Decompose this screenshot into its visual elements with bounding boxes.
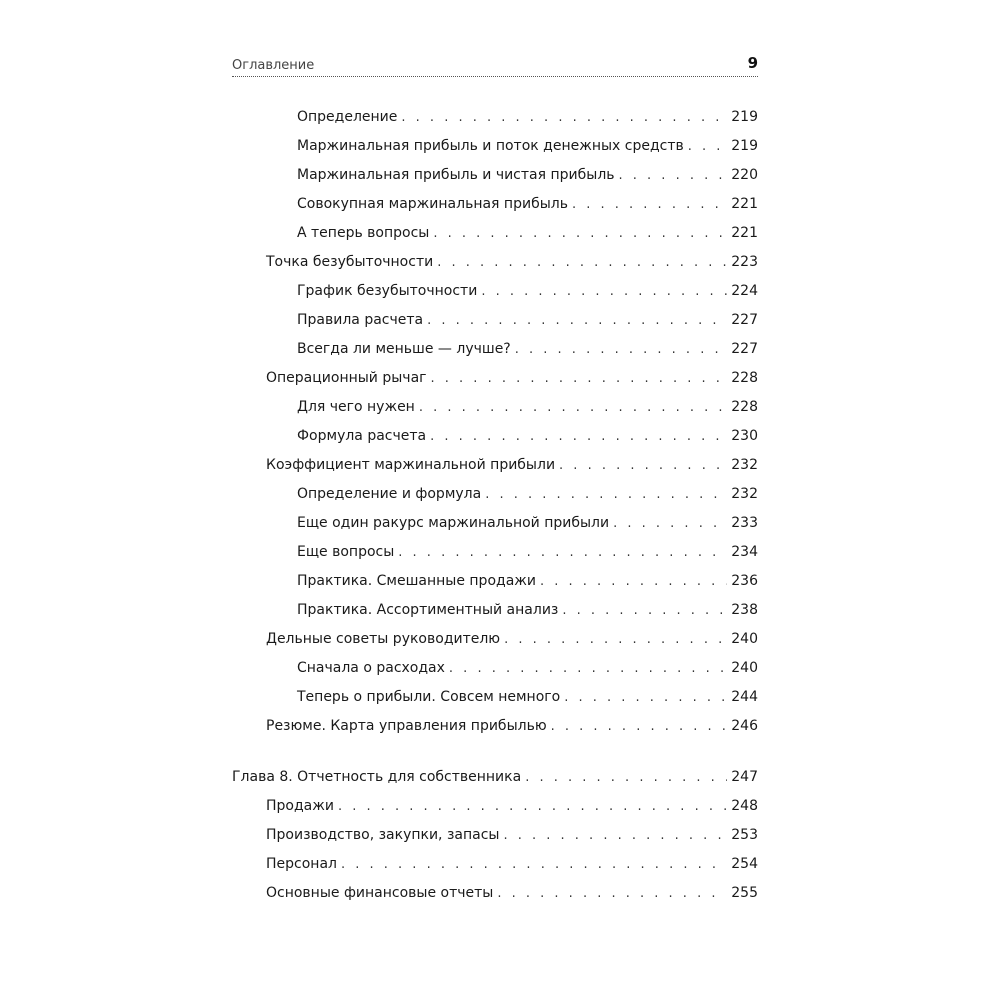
dot-leader: [688, 134, 728, 160]
toc-entry-page: 248: [731, 798, 758, 814]
toc-entry-title: Еще вопросы: [297, 544, 395, 560]
toc-entry-page: 221: [731, 196, 758, 212]
dot-leader: [427, 308, 727, 334]
toc-entry-page: 254: [731, 856, 758, 872]
toc-entry-chapter[interactable]: [232, 764, 758, 790]
toc-entry-page: 228: [731, 370, 758, 386]
toc-entry[interactable]: [232, 568, 758, 594]
toc-entry-title: Определение: [297, 109, 398, 125]
toc-entry-page: 227: [731, 341, 758, 357]
dot-leader: [562, 598, 727, 624]
toc-entry-page: 253: [731, 827, 758, 843]
dot-leader: [341, 852, 727, 878]
toc-entry-title: Маржинальная прибыль и чистая прибыль: [297, 167, 615, 183]
toc-entry-page: 234: [731, 544, 758, 560]
dot-leader: [559, 453, 727, 479]
dot-leader: [481, 279, 727, 305]
toc-entry-title: Продажи: [266, 798, 334, 814]
toc-entry-title: Маржинальная прибыль и поток денежных средств: [297, 138, 684, 154]
toc-entry-title: Практика. Ассортиментный анализ: [297, 602, 559, 618]
toc-entry-page: 219: [731, 138, 758, 154]
toc-entry-page: 244: [731, 689, 758, 705]
dot-leader: [619, 163, 728, 189]
dot-leader: [497, 881, 727, 907]
toc-entry-title: Сначала о расходах: [297, 660, 445, 676]
toc-entry-page: 219: [731, 109, 758, 125]
toc-entry[interactable]: [232, 191, 758, 217]
toc-entry-title: Коэффициент маржинальной прибыли: [266, 457, 556, 473]
toc-entry-title: Основные финансовые отчеты: [266, 885, 494, 901]
dot-leader: [437, 250, 727, 276]
toc-entry-page: 247: [731, 769, 758, 785]
dot-leader: [572, 192, 727, 218]
toc-entry[interactable]: [232, 249, 758, 275]
dot-leader: [551, 714, 728, 740]
toc-entry-page: 240: [731, 660, 758, 676]
toc-entry[interactable]: [232, 220, 758, 246]
page-number: 9: [747, 54, 758, 72]
toc-entry-page: 236: [731, 573, 758, 589]
toc-entry[interactable]: [232, 597, 758, 623]
toc-entry[interactable]: [232, 452, 758, 478]
toc-entry[interactable]: [232, 133, 758, 159]
toc-entry-page: 230: [731, 428, 758, 444]
toc-entry-page: 221: [731, 225, 758, 241]
dot-leader: [504, 627, 727, 653]
toc-entry-title: Правила расчета: [297, 312, 424, 328]
toc-entry[interactable]: [232, 684, 758, 710]
toc-entry-title: Всегда ли меньше — лучше?: [297, 341, 511, 357]
toc-entry-title: Совокупная маржинальная прибыль: [297, 196, 568, 212]
toc-entry[interactable]: [232, 336, 758, 362]
toc-entry-title: Производство, закупки, запасы: [266, 827, 500, 843]
dot-leader: [515, 337, 728, 363]
toc-entry[interactable]: [232, 539, 758, 565]
toc-entry-title: Определение и формула: [297, 486, 482, 502]
dot-leader: [485, 482, 727, 508]
dot-leader: [564, 685, 727, 711]
toc-entry-page: 224: [731, 283, 758, 299]
toc-entry[interactable]: [232, 278, 758, 304]
dot-leader: [503, 823, 727, 849]
toc-entry-title: Для чего нужен: [297, 399, 415, 415]
toc-entry[interactable]: [232, 626, 758, 652]
dot-leader: [431, 366, 728, 392]
toc-entry-page: 227: [731, 312, 758, 328]
toc-entry[interactable]: [232, 510, 758, 536]
toc-entry[interactable]: [232, 104, 758, 130]
toc-entry-page: 238: [731, 602, 758, 618]
toc-entry-title: Формула расчета: [297, 428, 427, 444]
toc-entry-page: 240: [731, 631, 758, 647]
toc-entry[interactable]: [232, 481, 758, 507]
toc-entry-title: Персонал: [266, 856, 337, 872]
toc-entry[interactable]: [232, 365, 758, 391]
dot-leader: [525, 765, 727, 791]
toc-entry-page: 232: [731, 457, 758, 473]
toc-entry-page: 246: [731, 718, 758, 734]
toc-entry[interactable]: [232, 423, 758, 449]
dot-leader: [398, 540, 727, 566]
toc-entry[interactable]: [232, 851, 758, 877]
toc-entry[interactable]: [232, 822, 758, 848]
toc-entry-page: 220: [731, 167, 758, 183]
dot-leader: [338, 794, 727, 820]
section-title: Оглавление: [232, 58, 315, 73]
toc-entry[interactable]: [232, 713, 758, 739]
dot-leader: [540, 569, 727, 595]
toc-entry-title: Практика. Смешанные продажи: [297, 573, 536, 589]
toc-entry-page: 228: [731, 399, 758, 415]
toc-entry[interactable]: [232, 655, 758, 681]
dot-leader: [401, 105, 727, 131]
toc-entry[interactable]: [232, 394, 758, 420]
toc-entry-title: А теперь вопросы: [297, 225, 430, 241]
toc-entry-title: График безубыточности: [297, 283, 478, 299]
toc-entry-title: Точка безубыточности: [266, 254, 434, 270]
toc-entry-page: 232: [731, 486, 758, 502]
toc-entry[interactable]: [232, 307, 758, 333]
running-header: [232, 54, 758, 78]
dot-leader: [449, 656, 727, 682]
dot-leader: [419, 395, 727, 421]
toc-entry-title: Еще один ракурс маржинальной прибыли: [297, 515, 610, 531]
dot-leader: [433, 221, 727, 247]
toc-entry[interactable]: [232, 162, 758, 188]
toc-entry-title: Теперь о прибыли. Совсем немного: [297, 689, 561, 705]
dot-leader: [613, 511, 727, 537]
toc-entry-page: 233: [731, 515, 758, 531]
toc-entry-title: Дельные советы руководителю: [266, 631, 501, 647]
toc-entry[interactable]: [232, 880, 758, 906]
dotted-rule: [232, 76, 758, 77]
toc-entry-page: 255: [731, 885, 758, 901]
toc-entry-page: 223: [731, 254, 758, 270]
dot-leader: [430, 424, 727, 450]
toc-entry-title: Глава 8. Отчетность для собственника: [232, 769, 522, 785]
toc-entry-title: Резюме. Карта управления прибылью: [266, 718, 547, 734]
toc-entry-title: Операционный рычаг: [266, 370, 427, 386]
toc-entry[interactable]: [232, 793, 758, 819]
